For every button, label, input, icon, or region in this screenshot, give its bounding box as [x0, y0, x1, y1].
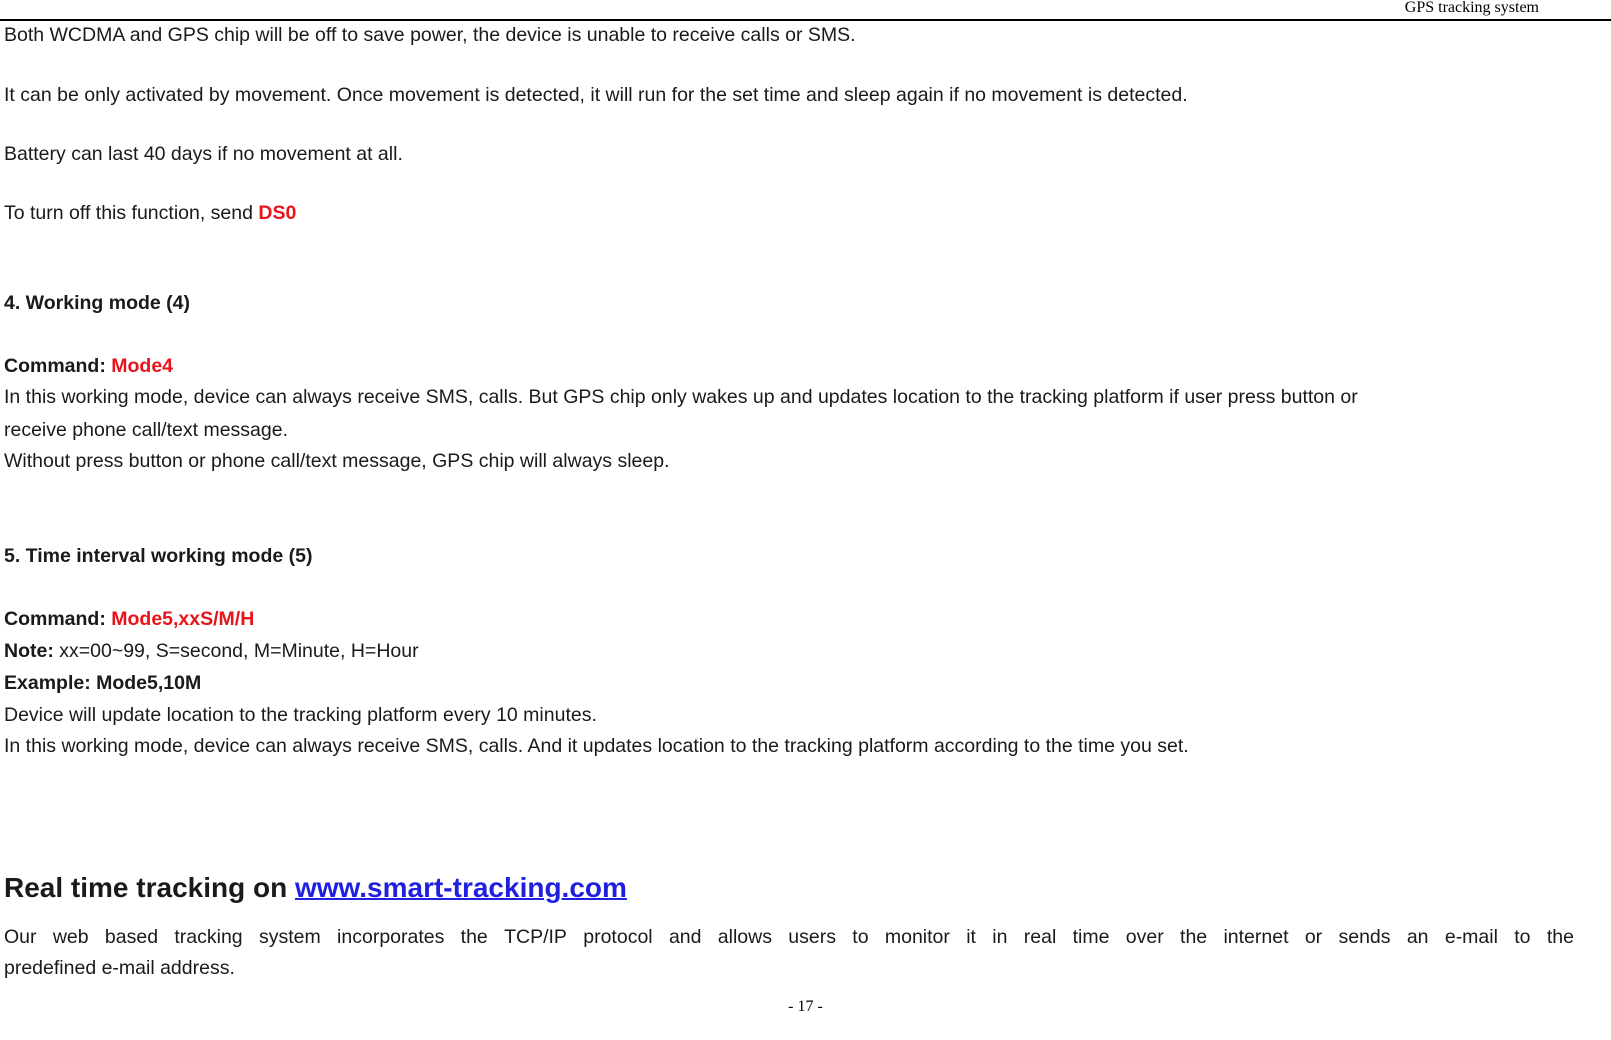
- mode4-desc-line-1: In this working mode, device can always receive SMS, calls. But GPS chip only wakes up and updates location to the tracking platform if user press button or: [4, 386, 1358, 408]
- intro-line-3: Battery can last 40 days if no movement at all.: [4, 143, 403, 165]
- realtime-para-word: an: [1406, 926, 1429, 948]
- realtime-para-word: the: [1180, 926, 1208, 948]
- mode5-command-line: [4, 607, 254, 631]
- realtime-para-word: the: [1546, 926, 1574, 948]
- realtime-para-word: monitor: [884, 926, 950, 948]
- realtime-para-word: in: [992, 926, 1008, 948]
- mode4-heading: 4. Working mode (4): [4, 292, 190, 314]
- realtime-para-word: Our: [4, 926, 37, 948]
- realtime-para-word: users: [788, 926, 836, 948]
- realtime-para-word: it: [966, 926, 976, 948]
- realtime-para-line-2: predefined e-mail address.: [4, 957, 235, 979]
- realtime-para-word: the: [460, 926, 488, 948]
- realtime-para-word: TCP/IP: [504, 926, 567, 948]
- mode4-command-line: [4, 354, 173, 378]
- realtime-heading: [4, 871, 627, 905]
- mode4-desc-line-3: Without press button or phone call/text message, GPS chip will always sleep.: [4, 450, 670, 472]
- realtime-para-word: and: [668, 926, 702, 948]
- intro-line-1: Both WCDMA and GPS chip will be off to save power, the device is unable to receive calls or SMS.: [4, 24, 856, 46]
- mode5-desc-line-2: In this working mode, device can always receive SMS, calls. And it updates location to the tracking platform according to the time you set.: [4, 735, 1189, 757]
- realtime-para-word: real: [1023, 926, 1057, 948]
- realtime-para-word: protocol: [583, 926, 653, 948]
- realtime-para-word: to: [1514, 926, 1531, 948]
- realtime-para-word: web: [52, 926, 89, 948]
- mode5-command-label: Command:: [4, 608, 112, 630]
- realtime-para-word: or: [1304, 926, 1323, 948]
- page-header: [0, 0, 1611, 21]
- mode5-heading: 5. Time interval working mode (5): [4, 545, 313, 567]
- realtime-para-word: system: [258, 926, 321, 948]
- mode4-command-label: Command:: [4, 355, 112, 377]
- realtime-para-word: based: [104, 926, 159, 948]
- realtime-para-word: internet: [1223, 926, 1289, 948]
- page-number: - 17 -: [788, 998, 823, 1015]
- intro-line-2: It can be only activated by movement. Once movement is detected, it will run for the set time and sleep again if no movement is detected.: [4, 84, 1188, 106]
- realtime-para-word: allows: [717, 926, 772, 948]
- realtime-para-word: incorporates: [337, 926, 445, 948]
- realtime-para-word: to: [852, 926, 869, 948]
- realtime-para-word: e-mail: [1444, 926, 1498, 948]
- mode5-command-value: Mode5,xxS/M/H: [111, 608, 255, 630]
- mode5-note-label: Note:: [4, 640, 60, 662]
- realtime-para-word: time: [1072, 926, 1110, 948]
- smart-tracking-link[interactable]: www.smart-tracking.com: [294, 872, 627, 903]
- mode4-command-value: Mode4: [111, 355, 174, 377]
- turnoff-prefix: To turn off this function, send: [4, 202, 259, 224]
- turnoff-command: DS0: [258, 202, 297, 224]
- mode4-desc-line-2: receive phone call/text message.: [4, 419, 288, 441]
- realtime-para-word: over: [1125, 926, 1164, 948]
- realtime-para-word: tracking: [174, 926, 243, 948]
- mode5-desc-line-1: Device will update location to the tracking platform every 10 minutes.: [4, 704, 597, 726]
- realtime-para-line-1: [4, 925, 1574, 949]
- realtime-para-word: sends: [1338, 926, 1391, 948]
- mode5-example: Example: Mode5,10M: [4, 672, 202, 694]
- realtime-heading-prefix: Real time tracking on: [4, 872, 295, 903]
- turnoff-line: [4, 201, 296, 225]
- mode5-note-line: [4, 639, 419, 663]
- mode5-note-value: xx=00~99, S=second, M=Minute, H=Hour: [59, 640, 419, 662]
- header-title: GPS tracking system: [1404, 0, 1539, 16]
